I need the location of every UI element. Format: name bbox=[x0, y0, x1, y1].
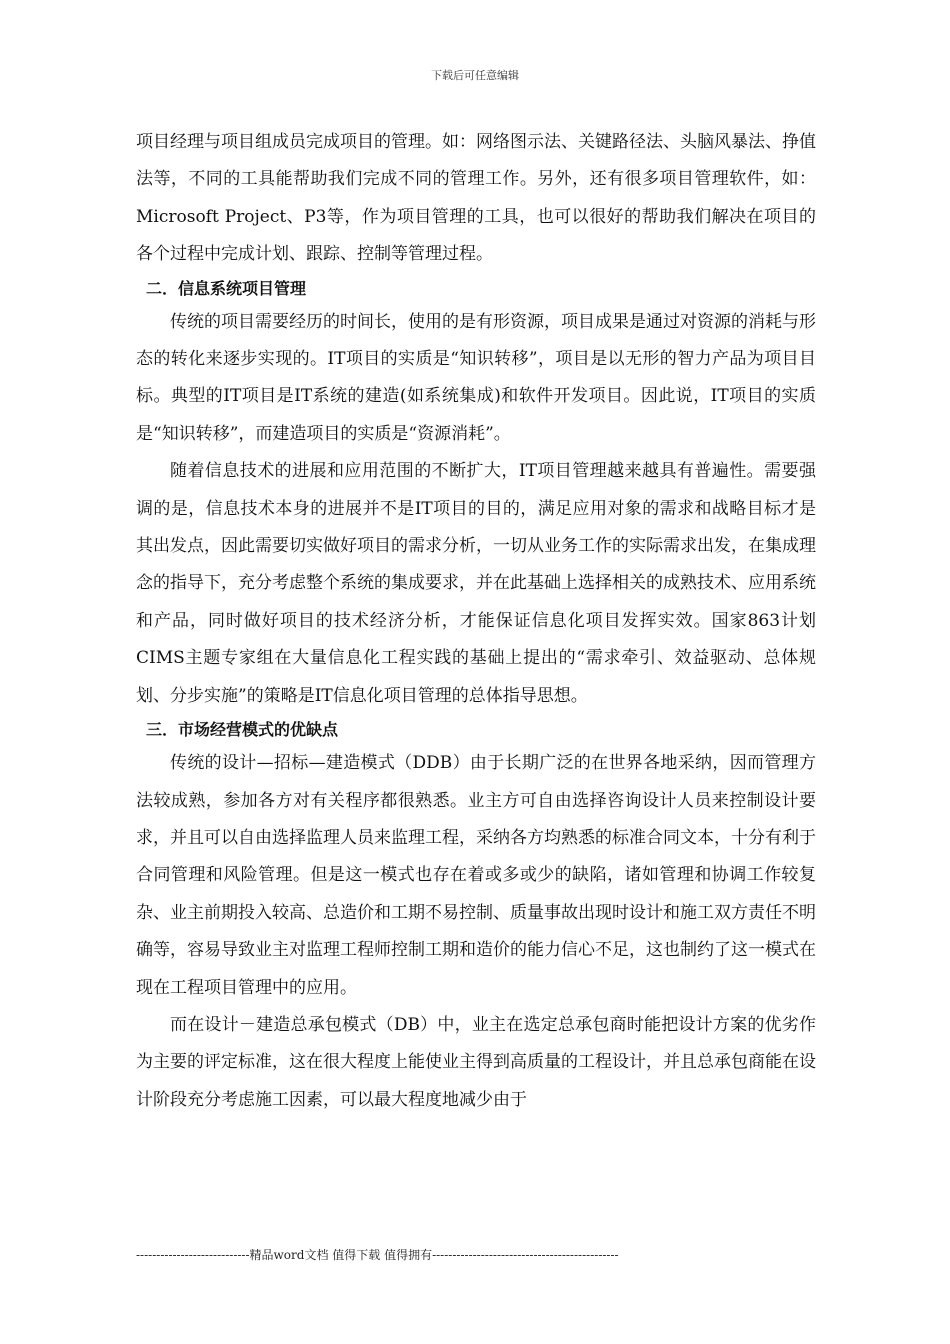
body-text bbox=[136, 124, 816, 1119]
paragraph-ddb-model: 传统的设计—招标—建造模式（DDB）由于长期广泛的在世界各地采纳，因而管理方法较成熟，参加各方对有关程序都很熟悉。业主方可自由选择咨询设计人员来控制设计要求，并且可以自由选择监理人员来监理工程，采纳各方均熟悉的标准合同文本，十分有利于合同管理和风险管理。但是这一模式也存在着或多或少的缺陷，诸如管理和协调工作较复杂、业主前期投入较高、总造价和工期不易控制、质量事故出现时设计和施工双方责任不明确等，容易导致业主对监理工程师控制工期和造价的能力信心不足，这也制约了这一模式在现在工程项目管理中的应用。 bbox=[136, 753, 816, 998]
paragraph-intro: 项目经理与项目组成员完成项目的管理。如：网络图示法、关键路径法、头脑风暴法、挣值法等，不同的工具能帮助我们完成不同的管理工作。另外，还有很多项目管理软件，如：Microsoft Project、P3等，作为项目管理的工具，也可以很好的帮助我们解决在项目的各个过程中完成计划、跟踪、控制等管理过程。 bbox=[136, 132, 816, 265]
paragraph-it-project: 传统的项目需要经历的时间长，使用的是有形资源，项目成果是通过对资源的消耗与形态的转化来逐步实现的。IT项目的实质是“知识转移”，项目是以无形的智力产品为项目目标。典型的IT项目是IT系统的建造(如系统集成)和软件开发项目。因此说，IT项目的实质是“知识转移”，而建造项目的实质是“资源消耗”。 bbox=[136, 311, 816, 444]
footer-note: ----------------------------精品word文档 值得下载 值得拥有---------------------------------------------- bbox=[136, 1248, 619, 1262]
section-heading-3: 三．市场经营模式的优缺点 bbox=[146, 720, 339, 740]
paragraph-db-model: 而在设计－建造总承包模式（DB）中，业主在选定总承包商时能把设计方案的优劣作为主要的评定标准，这在很大程度上能使业主得到高质量的工程设计，并且总承包商能在设计阶段充分考虑施工因素，可以最大程度地减少由于 bbox=[136, 1014, 816, 1110]
header-note: 下载后可任意编辑 bbox=[431, 69, 519, 82]
section-heading-2: 二．信息系统项目管理 bbox=[146, 278, 307, 298]
paragraph-it-management: 随着信息技术的进展和应用范围的不断扩大，IT项目管理越来越具有普遍性。需要强调的是，信息技术本身的进展并不是IT项目的目的，满足应用对象的需求和战略目标才是其出发点，因此需要切实做好项目的需求分析，一切从业务工作的实际需求出发，在集成理念的指导下，充分考虑整个系统的集成要求，并在此基础上选择相关的成熟技术、应用系统和产品，同时做好项目的技术经济分析，才能保证信息化项目发挥实效。国家863计划CIMS主题专家组在大量信息化工程实践的基础上提出的“需求牵引、效益驱动、总体规划、分步实施”的策略是IT信息化项目管理的总体指导思想。 bbox=[136, 461, 816, 706]
